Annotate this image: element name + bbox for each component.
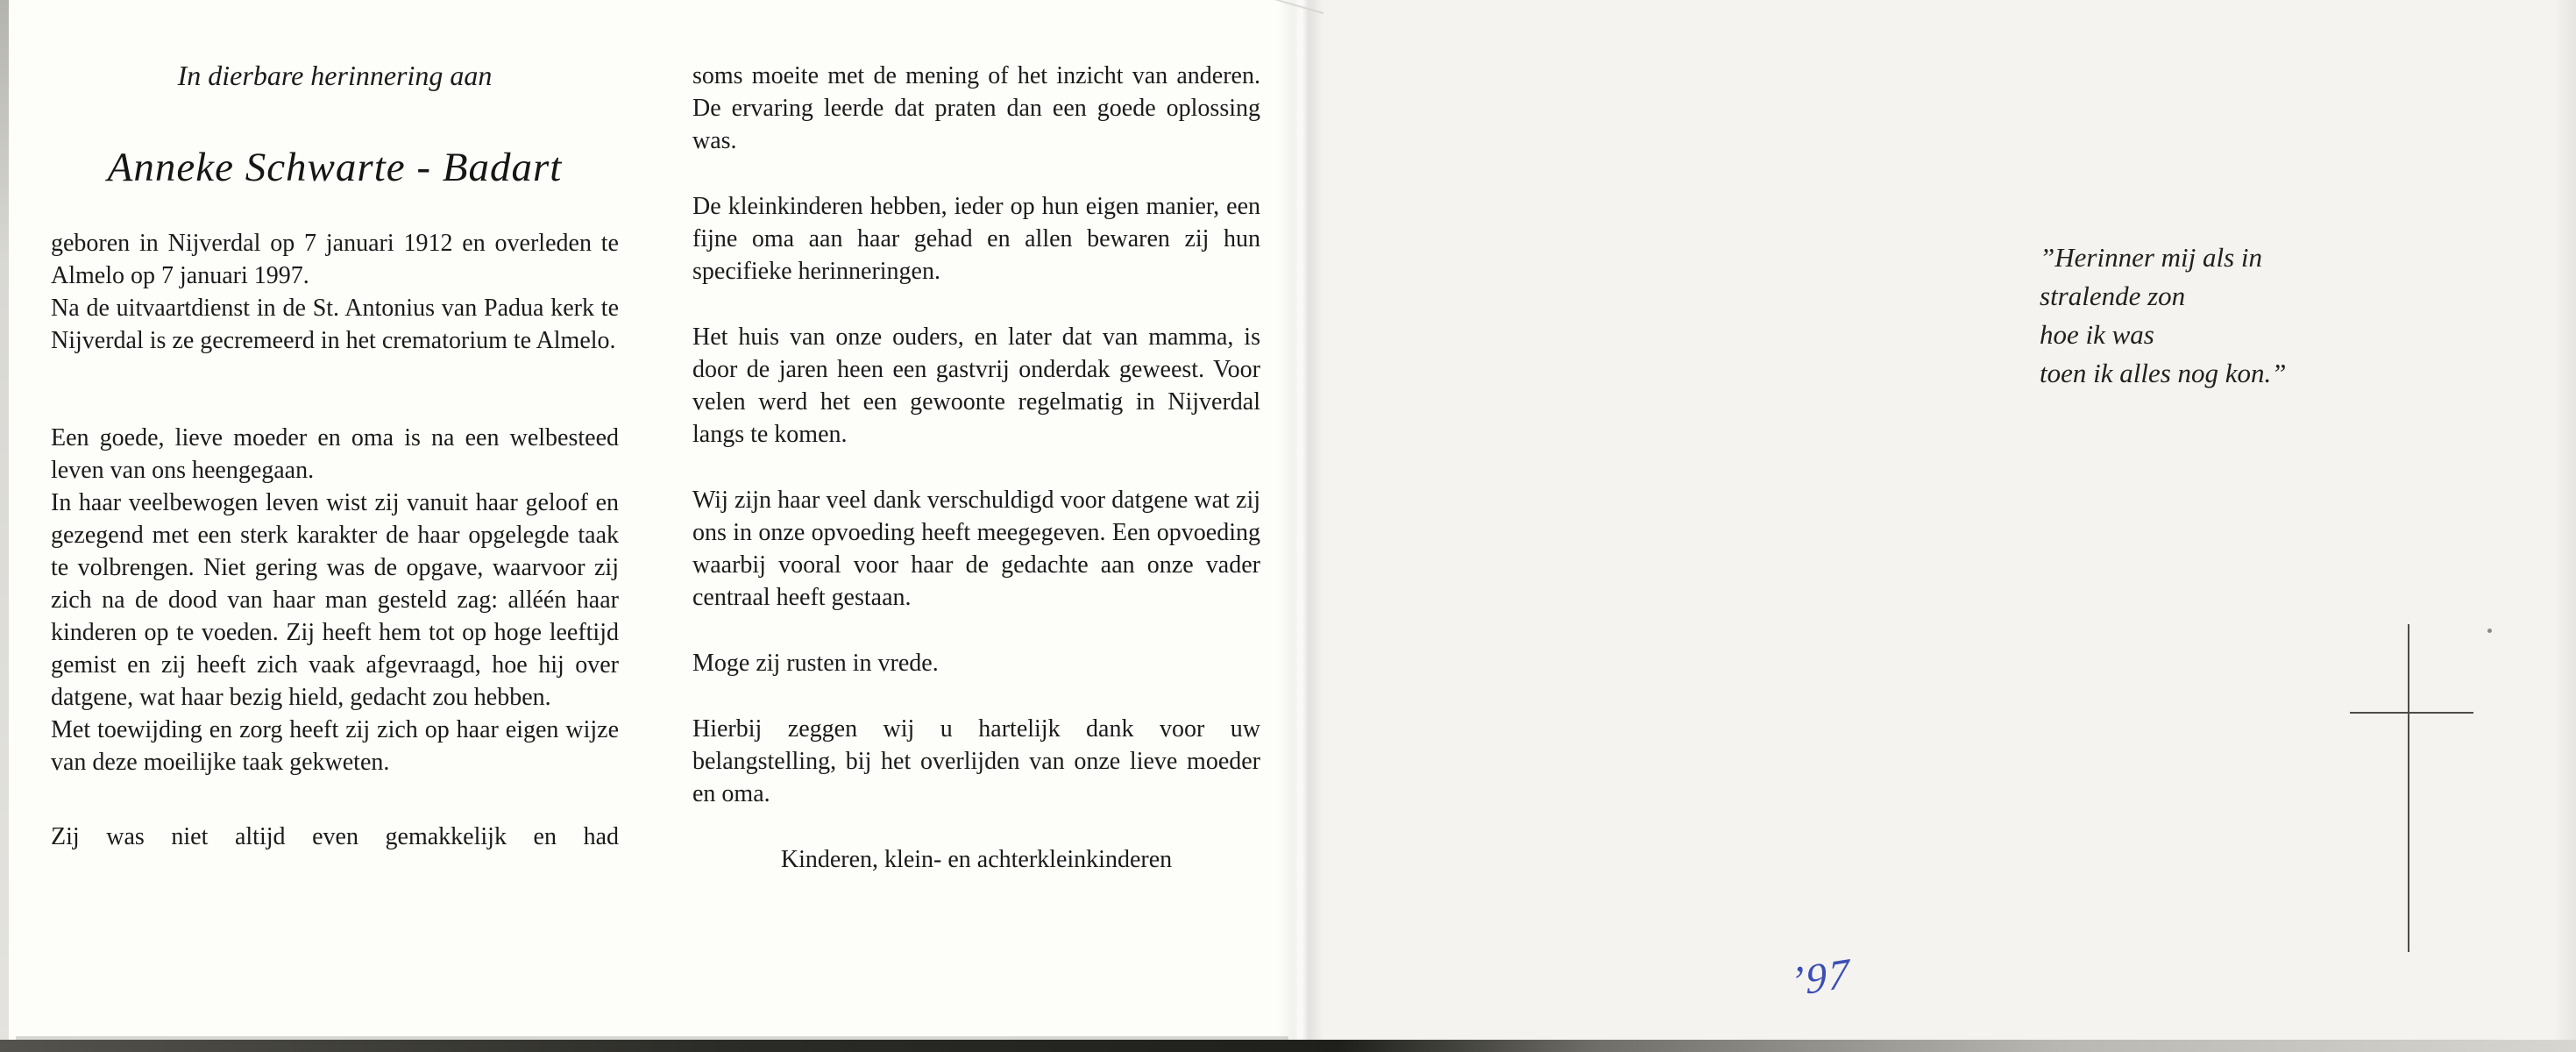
- cross-mark-vertical: [2408, 624, 2409, 952]
- scan-right-edge: [2553, 0, 2576, 1052]
- paragraph: Wij zijn haar veel dank verschuldigd voor datgene wat zij ons in onze opvoeding heeft meegegeven. Een opvoeding waarbij vooral voor haar de gedachte aan onze vader centraal heeft gestaan.: [692, 487, 1260, 611]
- scan-left-edge: [0, 0, 9, 1052]
- paragraph: Na de uitvaartdienst in de St. Antonius van Padua kerk te Nijverdal is ze gecremeerd in het crematorium te Almelo.: [51, 295, 619, 354]
- signature-line: Kinderen, klein- en achterkleinkinderen: [780, 846, 1173, 873]
- paragraph: Hierbij zeggen wij u hartelijk dank voor uw belangstelling, bij het overlijden van onze lieve moeder en oma.: [692, 715, 1260, 807]
- ink-dot: [2487, 629, 2492, 633]
- paragraph: Met toewijding en zorg heeft zij zich op haar eigen wijze van deze moeilijke taak gekweten.: [51, 716, 619, 776]
- fold-shadow: [1278, 0, 1323, 1052]
- paragraph: Het huis van onze ouders, en later dat van mamma, is door de jaren heen een gastvrij onderdak geweest. Voor velen werd het een gewoonte regelmatig in Nijverdal langs te komen.: [692, 323, 1260, 448]
- paragraph: Moge zij rusten in vrede.: [692, 650, 939, 677]
- cross-mark-horizontal: [2350, 712, 2473, 714]
- right-text-column: [692, 60, 1260, 876]
- quote-line: stralende zon: [2040, 281, 2186, 311]
- memorial-quote: [2040, 238, 2530, 393]
- paragraph: Een goede, lieve moeder en oma is na een welbesteed leven van ons heengegaan.: [51, 424, 619, 484]
- paragraph: soms moeite met de mening of het inzicht van anderen. De ervaring leerde dat praten dan een goede oplossing was.: [692, 62, 1260, 154]
- quote-line: ”Herinner mij als in: [2040, 242, 2263, 273]
- scan-bottom-edge: [0, 1040, 2576, 1052]
- dedication-line: In dierbare herinnering aan: [177, 60, 493, 91]
- paragraph: Zij was niet altijd even gemakkelijk en had: [51, 823, 619, 850]
- left-text-column: [51, 60, 619, 853]
- card-right-page: [1300, 0, 2576, 1052]
- paragraph: De kleinkinderen hebben, ieder op hun eigen manier, een fijne oma aan haar gehad en allen bewaren zij hun specifieke herinneringen.: [692, 193, 1260, 285]
- handwritten-year: ’97: [1789, 949, 1852, 1006]
- paragraph: geboren in Nijverdal op 7 januari 1912 en overleden te Almelo op 7 januari 1997.: [51, 230, 619, 289]
- quote-line: toen ik alles nog kon.”: [2040, 358, 2287, 388]
- quote-line: hoe ik was: [2040, 319, 2154, 350]
- deceased-name: Anneke Schwarte - Badart: [107, 145, 563, 190]
- paragraph: In haar veelbewogen leven wist zij vanuit haar geloof en gezegend met een sterk karakter de haar opgelegde taak te volbrengen. Niet gering was de opgave, waarvoor zij zich na de dood van haar man gesteld zag: alléén haar kinderen op te voeden. Zij heeft hem tot op hoge leeftijd gemist en zij heeft zich vaak afgevraagd, hoe hij over datgene, wat haar bezig hield, gedacht zou hebben.: [51, 489, 619, 711]
